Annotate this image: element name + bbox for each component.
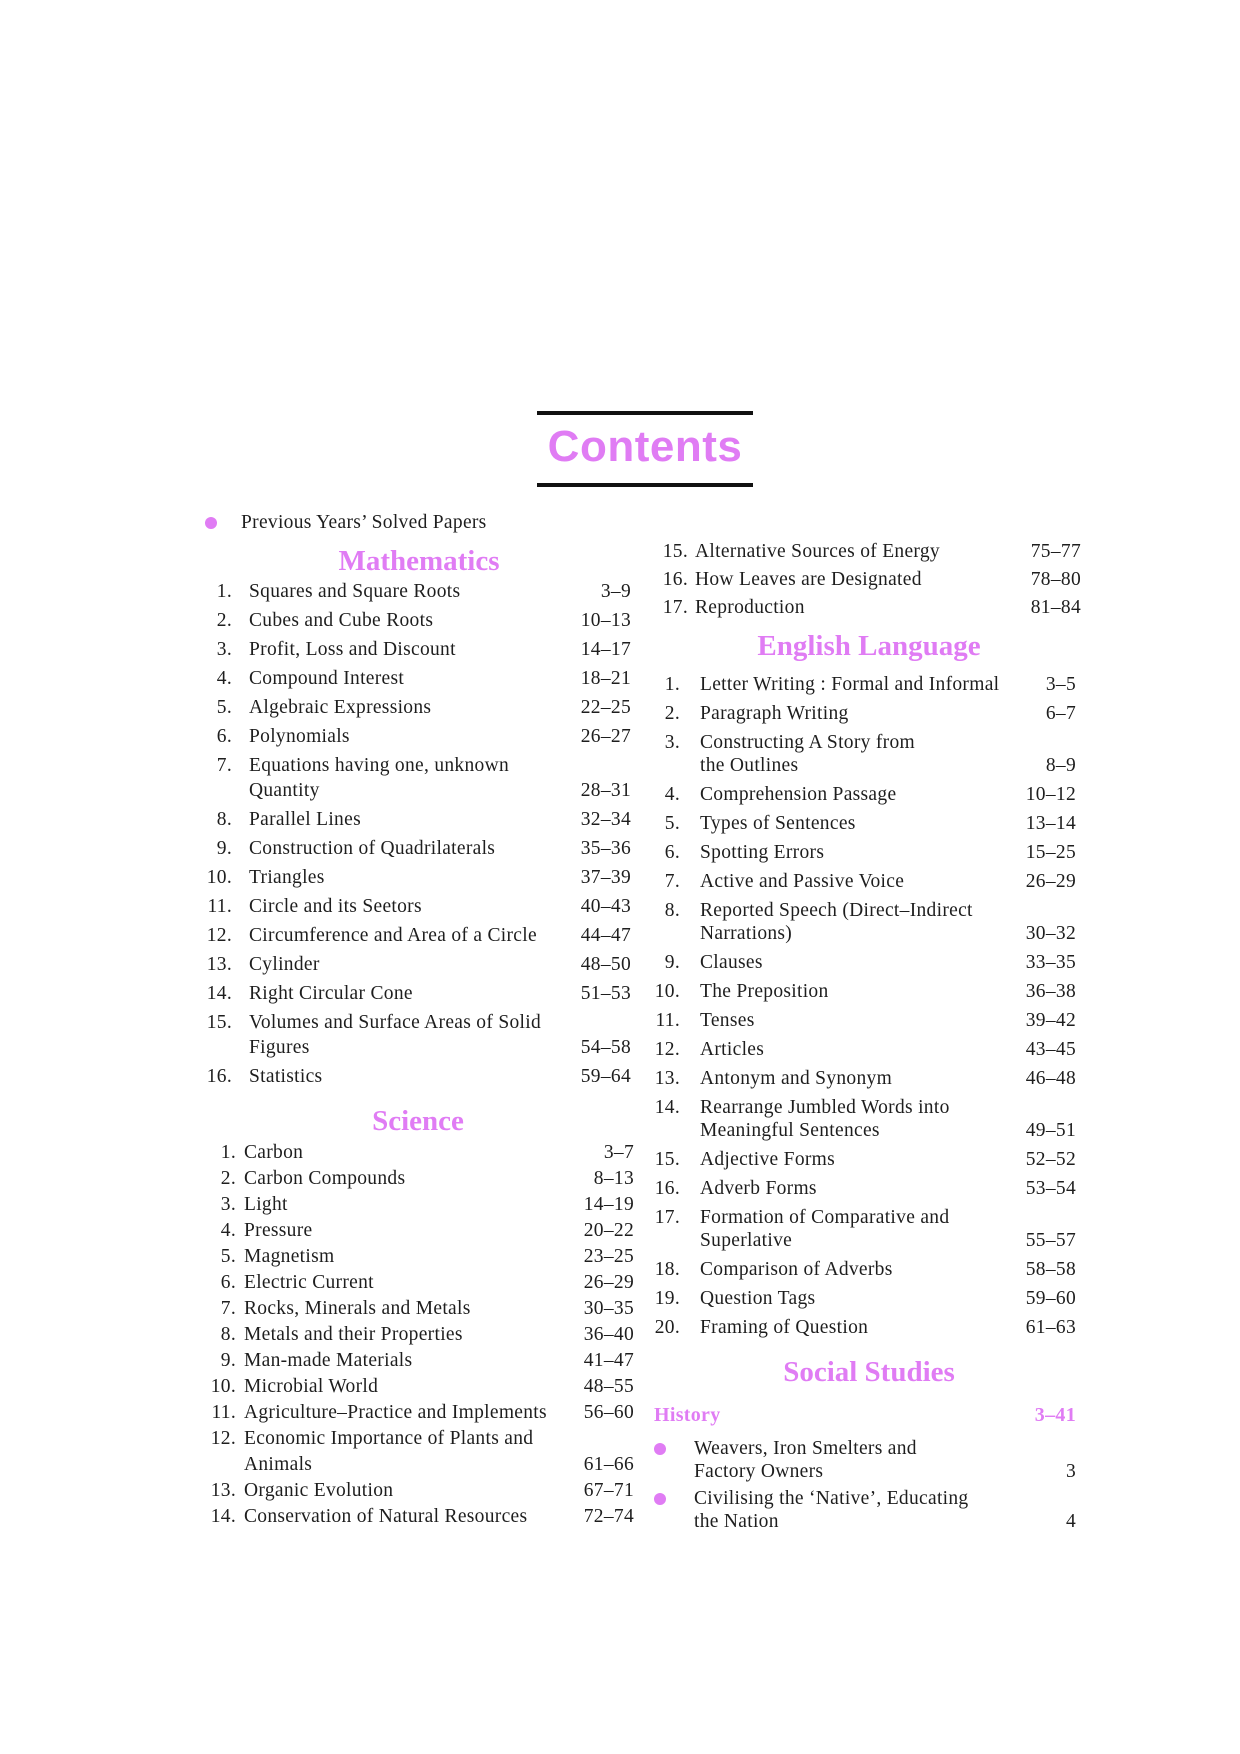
toc-entry[interactable] xyxy=(650,838,1076,867)
entry-number: 9. xyxy=(220,1350,236,1371)
toc-entry[interactable] xyxy=(200,1270,634,1296)
bullet-icon xyxy=(654,1443,666,1455)
toc-entry[interactable] xyxy=(650,1203,1076,1255)
entry-number: 14. xyxy=(206,983,232,1004)
entry-number: 16. xyxy=(654,1178,680,1199)
entry-title: Carbon xyxy=(244,1142,304,1163)
toc-entry[interactable] xyxy=(656,566,1081,594)
entry-number: 5. xyxy=(216,697,232,718)
toc-entry[interactable] xyxy=(200,921,631,950)
entry-number: 3. xyxy=(216,639,232,660)
entry-pages: 26–29 xyxy=(583,1272,634,1293)
entry-title: Triangles xyxy=(249,867,325,888)
science-heading: Science xyxy=(372,1105,464,1137)
entry-pages: 75–77 xyxy=(1030,541,1081,562)
toc-entry[interactable] xyxy=(656,538,1081,566)
toc-entry[interactable] xyxy=(200,1218,634,1244)
toc-entry[interactable] xyxy=(650,948,1076,977)
entry-number: 10. xyxy=(210,1376,236,1397)
entry-number: 3. xyxy=(664,732,680,753)
toc-entry[interactable] xyxy=(650,1284,1076,1313)
entry-number: 4. xyxy=(664,784,680,805)
entry-title: Man-made Materials xyxy=(244,1350,413,1371)
entry-number: 11. xyxy=(655,1010,680,1031)
entry-title: Weavers, Iron Smelters and Factory Owners xyxy=(694,1438,917,1482)
entry-title: Economic Importance of Plants and Animals xyxy=(244,1428,534,1475)
entry-pages: 78–80 xyxy=(1030,569,1081,590)
entry-pages: 33–35 xyxy=(1025,952,1076,973)
toc-entry[interactable] xyxy=(200,1374,634,1400)
entry-pages: 41–47 xyxy=(583,1350,634,1371)
entry-pages: 61–63 xyxy=(1025,1317,1076,1338)
entry-title: Polynomials xyxy=(249,726,350,747)
entry-pages: 14–17 xyxy=(580,639,631,660)
entry-number: 20. xyxy=(654,1317,680,1338)
entry-title: Adjective Forms xyxy=(700,1149,836,1170)
english-heading: English Language xyxy=(757,630,981,662)
toc-entry[interactable] xyxy=(650,699,1076,728)
entry-title: Active and Passive Voice xyxy=(700,871,905,892)
entry-title: Conservation of Natural Resources xyxy=(244,1506,528,1527)
entry-number: 16. xyxy=(206,1066,232,1087)
entry-pages: 3 xyxy=(1065,1461,1076,1482)
entry-pages: 20–22 xyxy=(583,1220,634,1241)
toc-entry[interactable] xyxy=(200,1140,634,1166)
entry-title: Parallel Lines xyxy=(249,809,361,830)
entry-pages: 39–42 xyxy=(1025,1010,1076,1031)
entry-pages: 52–52 xyxy=(1025,1149,1076,1170)
entry-title: Cubes and Cube Roots xyxy=(249,610,434,631)
entry-pages: 40–43 xyxy=(580,896,631,917)
entry-title: Cylinder xyxy=(249,954,320,975)
entry-pages: 72–74 xyxy=(583,1506,634,1527)
toc-entry[interactable] xyxy=(200,1478,634,1504)
entry-number: 7. xyxy=(664,871,680,892)
entry-title: Letter Writing : Formal and Informal xyxy=(700,674,1000,695)
entry-number: 13. xyxy=(654,1068,680,1089)
entry-title: Question Tags xyxy=(700,1288,816,1309)
entry-pages: 61–66 xyxy=(583,1454,634,1475)
entry-pages: 48–50 xyxy=(580,954,631,975)
toc-entry[interactable] xyxy=(200,664,631,693)
entry-title: Comprehension Passage xyxy=(700,784,897,805)
entry-title: Constructing A Story from the Outlines xyxy=(700,732,915,776)
social-studies-heading: Social Studies xyxy=(783,1356,955,1388)
english-list xyxy=(650,670,1076,1342)
entry-title: Statistics xyxy=(249,1066,323,1087)
toc-entry[interactable] xyxy=(200,863,631,892)
entry-title: How Leaves are Designated xyxy=(695,569,922,590)
toc-entry[interactable] xyxy=(650,809,1076,838)
entry-title: Civilising the ‘Native’, Educating the Nation xyxy=(694,1488,969,1532)
toc-entry[interactable] xyxy=(200,1244,634,1270)
entry-pages: 59–60 xyxy=(1025,1288,1076,1309)
entry-pages: 23–25 xyxy=(583,1246,634,1267)
entry-pages: 48–55 xyxy=(583,1376,634,1397)
entry-pages: 3–5 xyxy=(1045,674,1076,695)
entry-title: Algebraic Expressions xyxy=(249,697,432,718)
toc-entry[interactable] xyxy=(650,670,1076,699)
toc-entry[interactable] xyxy=(200,1348,634,1374)
toc-entry[interactable] xyxy=(650,1313,1076,1342)
entry-pages: 18–21 xyxy=(580,668,631,689)
entry-number: 13. xyxy=(206,954,232,975)
entry-pages: 43–45 xyxy=(1025,1039,1076,1060)
toc-entry[interactable] xyxy=(650,1035,1076,1064)
entry-title: Reproduction xyxy=(695,597,805,618)
bullet-icon xyxy=(654,1493,666,1505)
toc-entry[interactable] xyxy=(200,834,631,863)
toc-entry[interactable] xyxy=(200,1504,634,1530)
entry-pages: 13–14 xyxy=(1025,813,1076,834)
history-list xyxy=(654,1435,1076,1535)
history-label: History xyxy=(654,1404,721,1426)
entry-number: 17. xyxy=(662,597,688,618)
entry-number: 5. xyxy=(220,1246,236,1267)
entry-number: 9. xyxy=(664,952,680,973)
toc-entry[interactable] xyxy=(200,693,631,722)
entry-title: Formation of Comparative and Superlative xyxy=(700,1207,950,1251)
entry-number: 13. xyxy=(210,1480,236,1501)
entry-pages: 81–84 xyxy=(1030,597,1081,618)
entry-title: Pressure xyxy=(244,1220,313,1241)
entry-title: Electric Current xyxy=(244,1272,374,1293)
toc-entry[interactable] xyxy=(200,1166,634,1192)
entry-title: Light xyxy=(244,1194,288,1215)
entry-pages: 36–40 xyxy=(583,1324,634,1345)
entry-title: Antonym and Synonym xyxy=(700,1068,893,1089)
entry-number: 6. xyxy=(664,842,680,863)
entry-number: 8. xyxy=(664,900,680,921)
toc-entry[interactable] xyxy=(650,728,1076,780)
entry-pages: 8–13 xyxy=(593,1168,634,1189)
entry-pages: 4 xyxy=(1065,1511,1076,1532)
entry-number: 1. xyxy=(220,1142,236,1163)
entry-number: 10. xyxy=(654,981,680,1002)
entry-title: Equations having one, unknown Quantity xyxy=(249,755,510,801)
entry-number: 6. xyxy=(216,726,232,747)
entry-pages: 3–9 xyxy=(600,581,631,602)
entry-pages: 44–47 xyxy=(580,925,631,946)
toc-entry[interactable] xyxy=(200,635,631,664)
entry-pages: 8–9 xyxy=(1045,755,1076,776)
toc-entry[interactable] xyxy=(650,867,1076,896)
entry-title: Organic Evolution xyxy=(244,1480,394,1501)
entry-title: Framing of Question xyxy=(700,1317,869,1338)
entry-pages: 58–58 xyxy=(1025,1259,1076,1280)
entry-number: 6. xyxy=(220,1272,236,1293)
entry-title: Articles xyxy=(700,1039,765,1060)
toc-entry[interactable] xyxy=(200,805,631,834)
entry-pages: 15–25 xyxy=(1025,842,1076,863)
entry-pages: 26–29 xyxy=(1025,871,1076,892)
toc-entry[interactable] xyxy=(200,577,631,606)
entry-title: Squares and Square Roots xyxy=(249,581,461,602)
entry-pages: 37–39 xyxy=(580,867,631,888)
entry-number: 19. xyxy=(654,1288,680,1309)
entry-title: Volumes and Surface Areas of Solid Figures xyxy=(249,1012,541,1058)
entry-number: 12. xyxy=(654,1039,680,1060)
entry-title: Comparison of Adverbs xyxy=(700,1259,893,1280)
entry-title: Carbon Compounds xyxy=(244,1168,406,1189)
entry-title: Adverb Forms xyxy=(700,1178,817,1199)
toc-entry[interactable] xyxy=(654,1485,1076,1535)
entry-number: 14. xyxy=(210,1506,236,1527)
mathematics-list-continued xyxy=(656,538,1081,622)
toc-entry[interactable] xyxy=(650,1006,1076,1035)
entry-pages: 36–38 xyxy=(1025,981,1076,1002)
entry-number: 8. xyxy=(220,1324,236,1345)
page-title: Contents xyxy=(547,422,743,471)
entry-pages: 51–53 xyxy=(580,983,631,1004)
entry-number: 1. xyxy=(216,581,232,602)
toc-entry[interactable] xyxy=(200,1062,631,1091)
entry-title: Construction of Quadrilaterals xyxy=(249,838,496,859)
toc-entry[interactable] xyxy=(656,594,1081,622)
toc-entry[interactable] xyxy=(650,1093,1076,1145)
entry-title: Alternative Sources of Energy xyxy=(695,541,940,562)
entry-pages: 59–64 xyxy=(580,1066,631,1087)
entry-title: Microbial World xyxy=(244,1376,379,1397)
entry-number: 3. xyxy=(220,1194,236,1215)
entry-pages: 32–34 xyxy=(580,809,631,830)
entry-pages: 10–12 xyxy=(1025,784,1076,805)
entry-number: 2. xyxy=(664,703,680,724)
entry-number: 2. xyxy=(216,610,232,631)
toc-entry[interactable] xyxy=(200,892,631,921)
entry-pages: 22–25 xyxy=(580,697,631,718)
toc-entry[interactable] xyxy=(200,1008,631,1062)
entry-title: Compound Interest xyxy=(249,668,405,689)
mathematics-heading: Mathematics xyxy=(338,545,500,577)
entry-number: 12. xyxy=(206,925,232,946)
toc-entry[interactable] xyxy=(650,1064,1076,1093)
intro-item[interactable]: Previous Years’ Solved Papers xyxy=(241,512,487,533)
toc-entry[interactable] xyxy=(200,1426,634,1478)
entry-title: Agriculture–Practice and Implements xyxy=(244,1402,547,1423)
entry-title: Magnetism xyxy=(244,1246,335,1267)
entry-number: 4. xyxy=(216,668,232,689)
entry-pages: 3–7 xyxy=(603,1142,634,1163)
entry-number: 8. xyxy=(216,809,232,830)
entry-pages: 53–54 xyxy=(1025,1178,1076,1199)
entry-number: 7. xyxy=(216,755,232,776)
toc-entry[interactable] xyxy=(650,896,1076,948)
entry-title: Clauses xyxy=(700,952,763,973)
entry-number: 14. xyxy=(654,1097,680,1118)
entry-title: Circumference and Area of a Circle xyxy=(249,925,537,946)
toc-entry[interactable] xyxy=(200,751,631,805)
toc-entry[interactable] xyxy=(650,780,1076,809)
entry-pages: 54–58 xyxy=(580,1037,631,1058)
entry-title: Paragraph Writing xyxy=(700,703,849,724)
entry-title: The Preposition xyxy=(700,981,829,1002)
entry-pages: 26–27 xyxy=(580,726,631,747)
entry-number: 1. xyxy=(664,674,680,695)
entry-title: Circle and its Seetors xyxy=(249,896,422,917)
entry-pages: 46–48 xyxy=(1025,1068,1076,1089)
toc-entry[interactable] xyxy=(200,1192,634,1218)
entry-pages: 30–35 xyxy=(583,1298,634,1319)
toc-entry[interactable] xyxy=(650,977,1076,1006)
toc-entry[interactable] xyxy=(200,1400,634,1426)
entry-pages: 14–19 xyxy=(583,1194,634,1215)
toc-entry[interactable] xyxy=(654,1435,1076,1485)
toc-entry[interactable] xyxy=(200,722,631,751)
entry-number: 12. xyxy=(210,1428,236,1449)
entry-pages: 35–36 xyxy=(580,838,631,859)
bullet-icon xyxy=(205,517,217,529)
entry-number: 15. xyxy=(654,1149,680,1170)
entry-pages: 55–57 xyxy=(1025,1230,1076,1251)
entry-number: 7. xyxy=(220,1298,236,1319)
entry-title: Profit, Loss and Discount xyxy=(249,639,456,660)
entry-pages: 30–32 xyxy=(1025,923,1076,944)
entry-number: 9. xyxy=(216,838,232,859)
toc-entry[interactable] xyxy=(650,1255,1076,1284)
entry-title: Rocks, Minerals and Metals xyxy=(244,1298,471,1319)
entry-pages: 56–60 xyxy=(583,1402,634,1423)
toc-entry[interactable] xyxy=(200,1322,634,1348)
toc-entry[interactable] xyxy=(200,1296,634,1322)
toc-entry[interactable] xyxy=(200,606,631,635)
toc-entry[interactable] xyxy=(200,979,631,1008)
entry-number: 4. xyxy=(220,1220,236,1241)
toc-entry[interactable] xyxy=(650,1174,1076,1203)
contents-title-block xyxy=(537,411,753,487)
toc-entry[interactable] xyxy=(650,1145,1076,1174)
entry-number: 10. xyxy=(206,867,232,888)
entry-title: Metals and their Properties xyxy=(244,1324,463,1345)
entry-title: Reported Speech (Direct–Indirect Narrations) xyxy=(700,900,973,944)
entry-number: 15. xyxy=(206,1012,232,1033)
mathematics-list xyxy=(200,577,631,1091)
entry-pages: 28–31 xyxy=(580,780,631,801)
entry-pages: 10–13 xyxy=(580,610,631,631)
entry-title: Tenses xyxy=(700,1010,755,1031)
entry-title: Spotting Errors xyxy=(700,842,825,863)
science-list xyxy=(200,1140,634,1530)
entry-number: 15. xyxy=(662,541,688,562)
entry-title: Types of Sentences xyxy=(700,813,856,834)
history-pages: 3–41 xyxy=(1034,1404,1076,1426)
entry-number: 2. xyxy=(220,1168,236,1189)
entry-number: 5. xyxy=(664,813,680,834)
entry-title: Right Circular Cone xyxy=(249,983,413,1004)
entry-number: 16. xyxy=(662,569,688,590)
entry-pages: 49–51 xyxy=(1025,1120,1076,1141)
toc-entry[interactable] xyxy=(200,950,631,979)
entry-number: 17. xyxy=(654,1207,680,1228)
entry-title: Rearrange Jumbled Words into Meaningful Sentences xyxy=(700,1097,950,1141)
entry-pages: 67–71 xyxy=(583,1480,634,1501)
history-subheading[interactable] xyxy=(654,1402,1076,1428)
entry-number: 11. xyxy=(207,896,232,917)
entry-pages: 6–7 xyxy=(1045,703,1076,724)
entry-number: 18. xyxy=(654,1259,680,1280)
entry-number: 11. xyxy=(211,1402,236,1423)
